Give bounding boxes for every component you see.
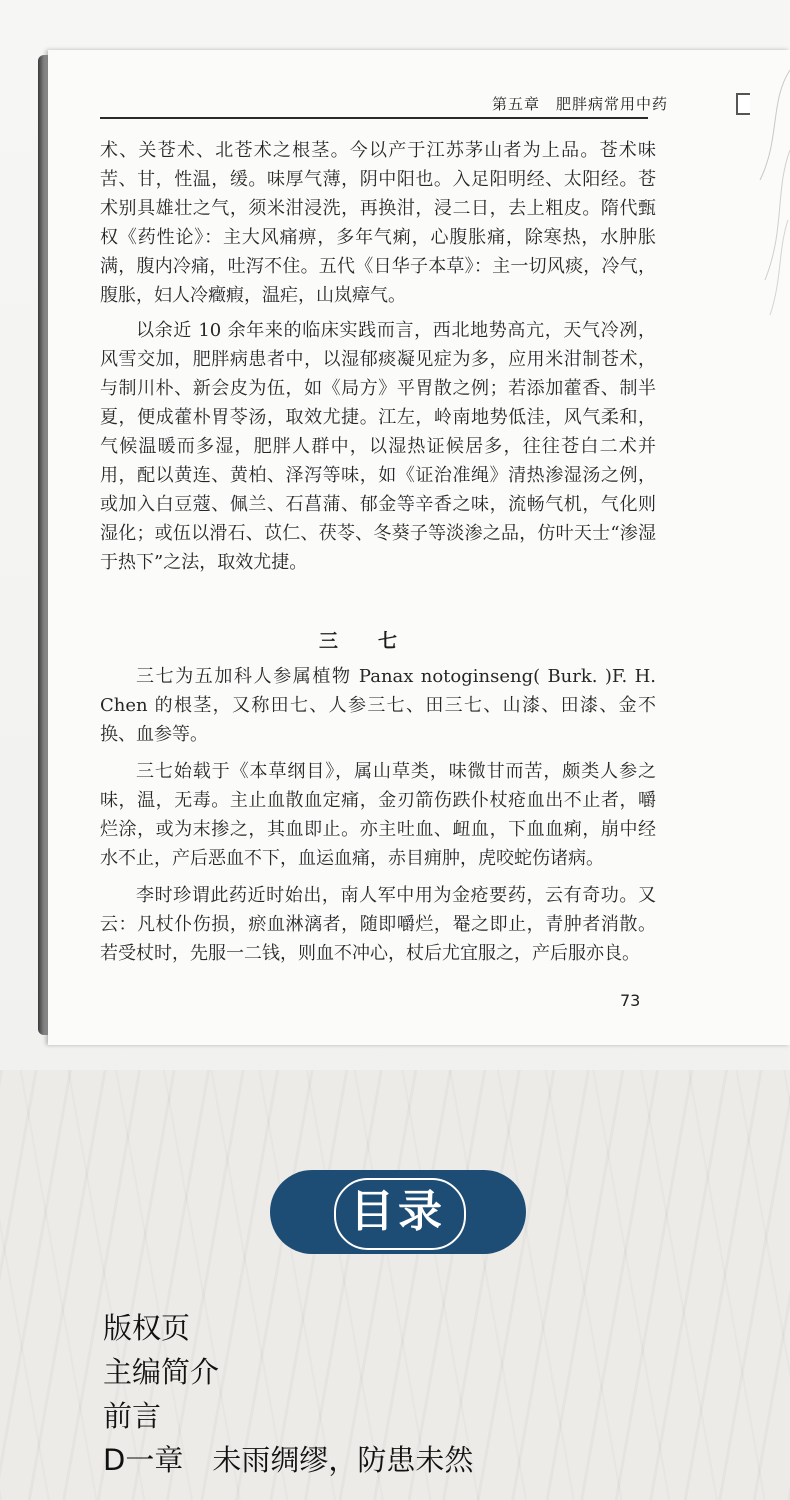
page-body-top	[100, 136, 656, 583]
page-body-bottom	[100, 662, 656, 976]
toc-item[interactable]: 前言	[103, 1399, 162, 1433]
toc-title: 目录	[350, 1186, 446, 1237]
paragraph: 三七始载于《本草纲目》，属山草类，味微甘而苦，颇类人参之味，温，无毒。主止血散血定痛，金刃箭伤跌仆杖疮血出不止者，嚼烂涂，或为末掺之，其血即止。亦主吐血、衄血，下血血痢，崩中经水不止，产后恶血不下，血运血痛，赤目痈肿，虎咬蛇伤诸病。	[100, 761, 656, 869]
toc-item[interactable]: 版权页	[103, 1311, 191, 1345]
toc-item[interactable]: D一章 未雨绸缪，防患未然	[103, 1443, 474, 1477]
paragraph: 以余近 10 余年来的临床实践而言，西北地势高亢，天气冷冽，风雪交加，肥胖病患者中，以湿郁痰凝见症为多，应用米泔制苍术，与制川朴、新会皮为伍，如《局方》平胃散之例；若添加藿香、制半夏，便成藿朴胃苓汤，取效尤捷。江左，岭南地势低洼，风气柔和，气候温暖而多湿，肥胖人群中，以湿热证候居多，往往苍白二术并用，配以黄连、黄柏、泽泻等味，如《证治准绳》清热渗湿汤之例，或加入白豆蔻、佩兰、石菖蒲、郁金等辛香之味，流畅气机，气化则湿化；或伍以滑石、苡仁、茯苓、冬葵子等淡渗之品，仿叶天士“渗湿于热下”之法，取效尤捷。	[100, 320, 656, 573]
running-head-marker	[736, 93, 750, 115]
toc-item[interactable]: 主编简介	[103, 1355, 220, 1389]
header-rule	[100, 117, 648, 119]
running-head: 第五章 肥胖病常用中药	[491, 95, 668, 113]
section-title: 三七	[318, 630, 437, 652]
page-number: 73	[620, 991, 641, 1010]
paragraph: 术、关苍术、北苍术之根茎。今以产于江苏茅山者为上品。苍术味苦、甘，性温，缓。味厚气薄，阴中阳也。入足阳明经、太阳经。苍术别具雄壮之气，须米泔浸洗，再换泔，浸二日，去上粗皮。隋代甄权《药性论》：主大风痛痹，多年气痢，心腹胀痛，除寒热，水肿胀满，腹内冷痛，吐泻不住。五代《日华子本草》：主一切风痰，冷气，腹胀，妇人冷癥瘕，温疟，山岚瘴气。	[100, 140, 656, 306]
paragraph: 三七为五加科人参属植物 Panax notoginseng( Burk. )F. H. Chen 的根茎，又称田七、人参三七、田三七、山漆、田漆、金不换、血参等。	[100, 666, 656, 745]
toc-banner	[270, 1170, 526, 1254]
decorative-leaf-lines	[750, 60, 790, 320]
paragraph: 李时珍谓此药近时始出，南人军中用为金疮要药，云有奇功。又云：凡杖仆伤损，瘀血淋漓者，随即嚼烂，罨之即止，青肿者消散。若受杖时，先服一二钱，则血不冲心，杖后尤宜服之，产后服亦良。	[100, 885, 656, 964]
toc-list	[103, 1306, 473, 1482]
